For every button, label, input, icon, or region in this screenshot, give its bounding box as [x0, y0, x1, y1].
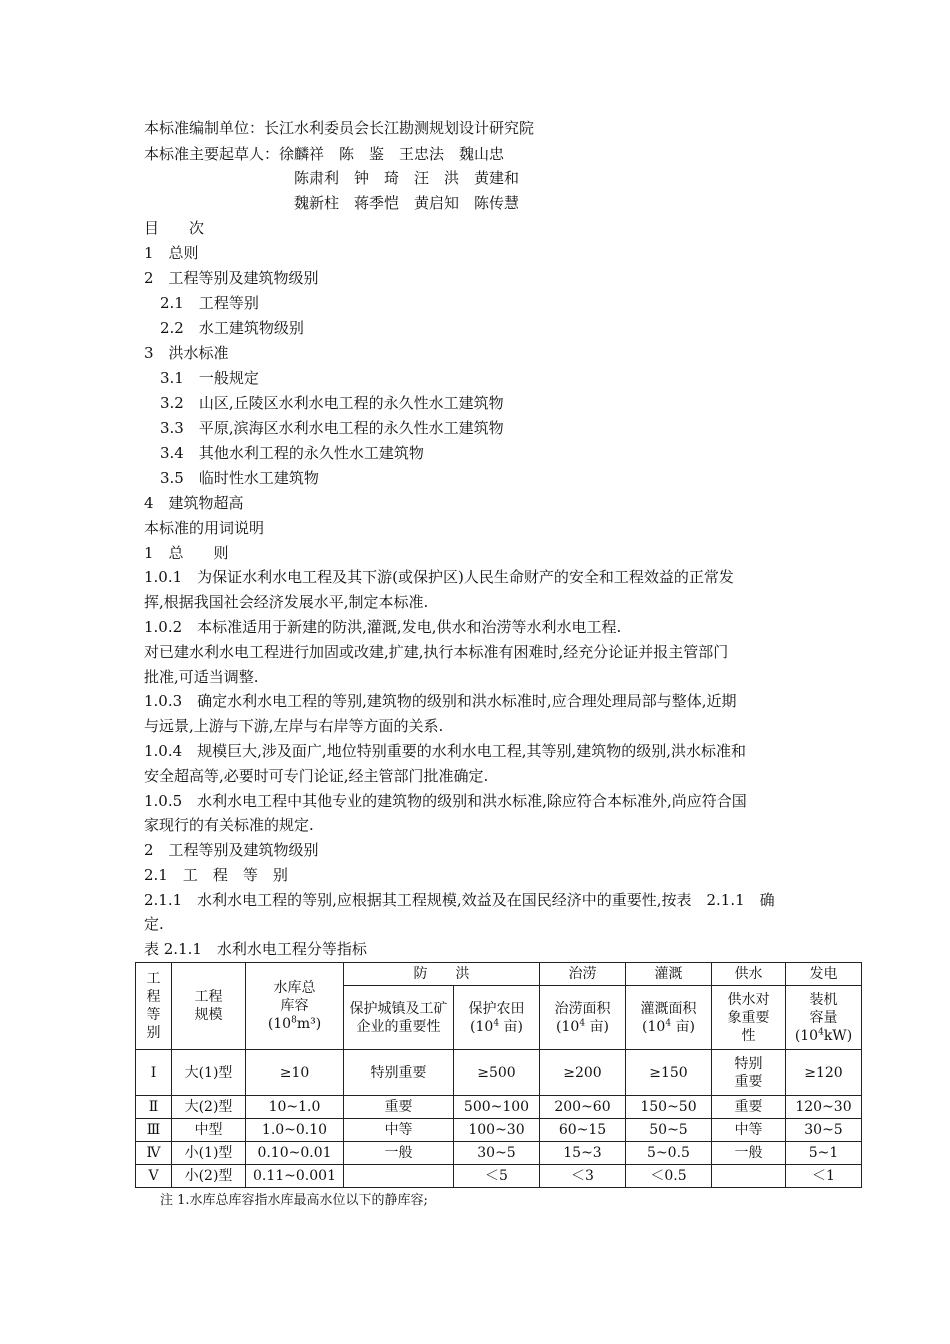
unit-exp: 8	[291, 1015, 297, 1026]
cell-grade: Ⅲ	[136, 1119, 172, 1142]
header-irrig-area	[626, 986, 712, 1050]
header-flood-farm-text: 保护农田	[468, 1000, 525, 1017]
unit-exp: 4	[493, 1017, 500, 1028]
toc-item: 3.3 平原,滨海区水利水电工程的永久性水工建筑物	[160, 419, 504, 437]
cell-scale: 大(2)型	[172, 1096, 246, 1119]
header-supply-obj	[712, 986, 786, 1050]
cell-supply: 重要	[712, 1096, 786, 1119]
clause-1-0-2-cont: 批准,可适当调整.	[144, 668, 259, 686]
table-row	[136, 1119, 862, 1142]
header-reservoir-unit	[248, 1015, 341, 1033]
header-power-cap-text: 装机容量	[809, 991, 838, 1026]
toc-item: 3.1 一般规定	[160, 369, 259, 387]
section-2-1-title: 2.1 工 程 等 别	[144, 866, 288, 884]
cell-scale: 中型	[172, 1119, 246, 1142]
cell-reservoir: 1.0~0.10	[246, 1119, 344, 1142]
cell-flood-farm: 500~100	[454, 1096, 540, 1119]
unit-text: m³)	[296, 1016, 322, 1032]
cell-reservoir: 0.11~0.001	[246, 1165, 344, 1188]
cell-reservoir: 10~1.0	[246, 1096, 344, 1119]
clause-1-0-2-cont: 对已建水利水电工程进行加固或改建,扩建,执行本标准有困难时,经充分论证并报主管部门	[144, 643, 729, 661]
cell-flood-city: 一般	[344, 1142, 454, 1165]
header-power: 发电	[786, 963, 862, 986]
cell-scale: 小(2)型	[172, 1165, 246, 1188]
header-power-cap	[786, 986, 862, 1050]
table-row	[136, 1096, 862, 1119]
cell-grade: Ⅳ	[136, 1142, 172, 1165]
section-1-title: 1 总 则	[144, 544, 229, 562]
unit-text: (10	[267, 1016, 292, 1032]
clause-1-0-5-cont: 家现行的有关标准的规定.	[144, 816, 314, 834]
header-supply: 供水	[712, 963, 786, 986]
drafters-row-1: 本标准主要起草人：徐麟祥 陈 鉴 王忠法 魏山忠	[144, 145, 505, 163]
header-reservoir-text: 水库总库容	[273, 980, 316, 1014]
header-scale-text: 工程规模	[194, 989, 223, 1023]
cell-irrig: ≥150	[626, 1050, 712, 1096]
cell-power: 120~30	[786, 1096, 862, 1119]
cell-irrig: 5~0.5	[626, 1142, 712, 1165]
cell-flood-city: 特别重要	[344, 1050, 454, 1096]
toc-title: 目 次	[144, 219, 205, 237]
clause-1-0-4: 1.0.4 规模巨大,涉及面广,地位特别重要的水利水电工程,其等别,建筑物的级别,洪水标准和	[144, 742, 747, 760]
cell-power: 30~5	[786, 1119, 862, 1142]
header-flood-farm	[454, 986, 540, 1050]
unit-text: (10	[470, 1018, 494, 1035]
toc-item: 4 建筑物超高	[144, 494, 244, 512]
clause-1-0-4-cont: 安全超高等,必要时可专门论证,经主管部门批准确定.	[144, 767, 489, 785]
toc-item: 3.2 山区,丘陵区水利水电工程的永久性水工建筑物	[160, 394, 504, 412]
clause-1-0-5: 1.0.5 水利水电工程中其他专业的建筑物的级别和洪水标准,除应符合本标准外,尚应符合国	[144, 792, 747, 810]
toc-item: 3.4 其他水利工程的永久性水工建筑物	[160, 444, 424, 462]
cell-irrig: ＜0.5	[626, 1165, 712, 1188]
cell-irrig: 150~50	[626, 1096, 712, 1119]
cell-reservoir: 0.10~0.01	[246, 1142, 344, 1165]
compiling-unit: 本标准编制单位：长江水利委员会长江勘测规划设计研究院	[144, 119, 535, 137]
grading-table	[135, 962, 862, 1188]
header-grade-text: 工程等别	[146, 971, 161, 1041]
header-flood-city-text: 保护城镇及工矿企业的重要性	[349, 1000, 448, 1035]
cell-grade: Ⅱ	[136, 1096, 172, 1119]
header-flood: 防 洪	[344, 963, 540, 986]
cell-scale: 小(1)型	[172, 1142, 246, 1165]
header-supply-obj-text: 供水对象重要性	[727, 991, 770, 1044]
cell-drain: 60~15	[540, 1119, 626, 1142]
cell-flood-farm: ＜5	[454, 1165, 540, 1188]
clause-1-0-3-cont: 与远景,上游与下游,左岸与右岸等方面的关系.	[144, 717, 444, 735]
table-header-row	[136, 963, 862, 986]
unit	[788, 1027, 859, 1045]
drafters-row-2: 陈肃利 钟 琦 汪 洪 黄建和	[294, 169, 520, 187]
toc-item: 1 总则	[144, 244, 199, 262]
cell-irrig: 50~5	[626, 1119, 712, 1142]
cell-grade: Ⅰ	[136, 1050, 172, 1096]
unit-exp: 4	[665, 1017, 672, 1028]
cell-drain: ≥200	[540, 1050, 626, 1096]
unit-text: 亩)	[499, 1018, 523, 1035]
cell-supply: 中等	[712, 1119, 786, 1142]
cell-scale: 大(1)型	[172, 1050, 246, 1096]
clause-2-1-1-cont: 定.	[144, 915, 164, 933]
header-irrigation: 灌溉	[626, 963, 712, 986]
cell-supply	[712, 1165, 786, 1188]
header-drain-area	[540, 986, 626, 1050]
cell-power: 5~1	[786, 1142, 862, 1165]
header-grade	[136, 963, 172, 1050]
unit	[628, 1018, 709, 1036]
toc-item: 3 洪水标准	[144, 344, 229, 362]
table-note: 注 1.水库总库容指水库最高水位以下的静库容;	[160, 1193, 428, 1208]
cell-power: ＜1	[786, 1165, 862, 1188]
drafters-row-3: 魏新柱 蒋季恺 黄启知 陈传慧	[294, 194, 520, 212]
cell-flood-farm: 30~5	[454, 1142, 540, 1165]
cell-power: ≥120	[786, 1050, 862, 1096]
unit	[456, 1018, 537, 1036]
cell-drain: 200~60	[540, 1096, 626, 1119]
cell-flood-city	[344, 1165, 454, 1188]
unit-text: 亩)	[671, 1018, 695, 1035]
cell-flood-city: 中等	[344, 1119, 454, 1142]
clause-1-0-1: 1.0.1 为保证水利水电工程及其下游(或保护区)人民生命财产的安全和工程效益的正常发	[144, 568, 734, 586]
unit-text: (10	[642, 1018, 666, 1035]
toc-item: 2.2 水工建筑物级别	[160, 319, 304, 337]
clause-2-1-1: 2.1.1 水利水电工程的等别,应根据其工程规模,效益及在国民经济中的重要性,按表 2.1.1 确	[144, 891, 775, 909]
header-irrig-area-text: 灌溉面积	[640, 1000, 697, 1017]
cell-supply: 一般	[712, 1142, 786, 1165]
cell-reservoir: ≥10	[246, 1050, 344, 1096]
header-scale	[172, 963, 246, 1050]
unit-exp: 4	[818, 1026, 824, 1037]
cell-flood-farm: ≥500	[454, 1050, 540, 1096]
cell-supply-text: 特别重要	[734, 1055, 763, 1090]
table-row	[136, 1050, 862, 1096]
clause-1-0-2: 1.0.2 本标准适用于新建的防洪,灌溉,发电,供水和治涝等水利水电工程.	[144, 618, 622, 636]
unit-exp: 4	[579, 1017, 586, 1028]
toc-item: 3.5 临时性水工建筑物	[160, 469, 319, 487]
cell-grade: Ⅴ	[136, 1165, 172, 1188]
clause-1-0-1-cont: 挥,根据我国社会经济发展水平,制定本标准.	[144, 593, 429, 611]
unit-text: 亩)	[585, 1018, 609, 1035]
clause-1-0-3: 1.0.3 确定水利水电工程的等别,建筑物的级别和洪水标准时,应合理处理局部与整体,近期	[144, 692, 737, 710]
table-row	[136, 1165, 862, 1188]
toc-item: 本标准的用词说明	[144, 519, 265, 537]
cell-drain: 15~3	[540, 1142, 626, 1165]
unit-text: kW)	[823, 1027, 853, 1044]
table-caption: 表 2.1.1 水利水电工程分等指标	[144, 940, 367, 958]
unit-text: (10	[794, 1027, 819, 1044]
header-drain-area-text: 治涝面积	[554, 1000, 611, 1017]
header-reservoir	[246, 963, 344, 1050]
unit-text: (10	[556, 1018, 580, 1035]
unit	[542, 1018, 623, 1036]
toc-item: 2 工程等别及建筑物级别	[144, 269, 319, 287]
header-drain: 治涝	[540, 963, 626, 986]
cell-flood-farm: 100~30	[454, 1119, 540, 1142]
cell-drain: ＜3	[540, 1165, 626, 1188]
cell-supply	[712, 1050, 786, 1096]
header-flood-city	[344, 986, 454, 1050]
toc-item: 2.1 工程等别	[160, 294, 259, 312]
section-2-title: 2 工程等别及建筑物级别	[144, 841, 319, 859]
table-row	[136, 1142, 862, 1165]
cell-flood-city: 重要	[344, 1096, 454, 1119]
